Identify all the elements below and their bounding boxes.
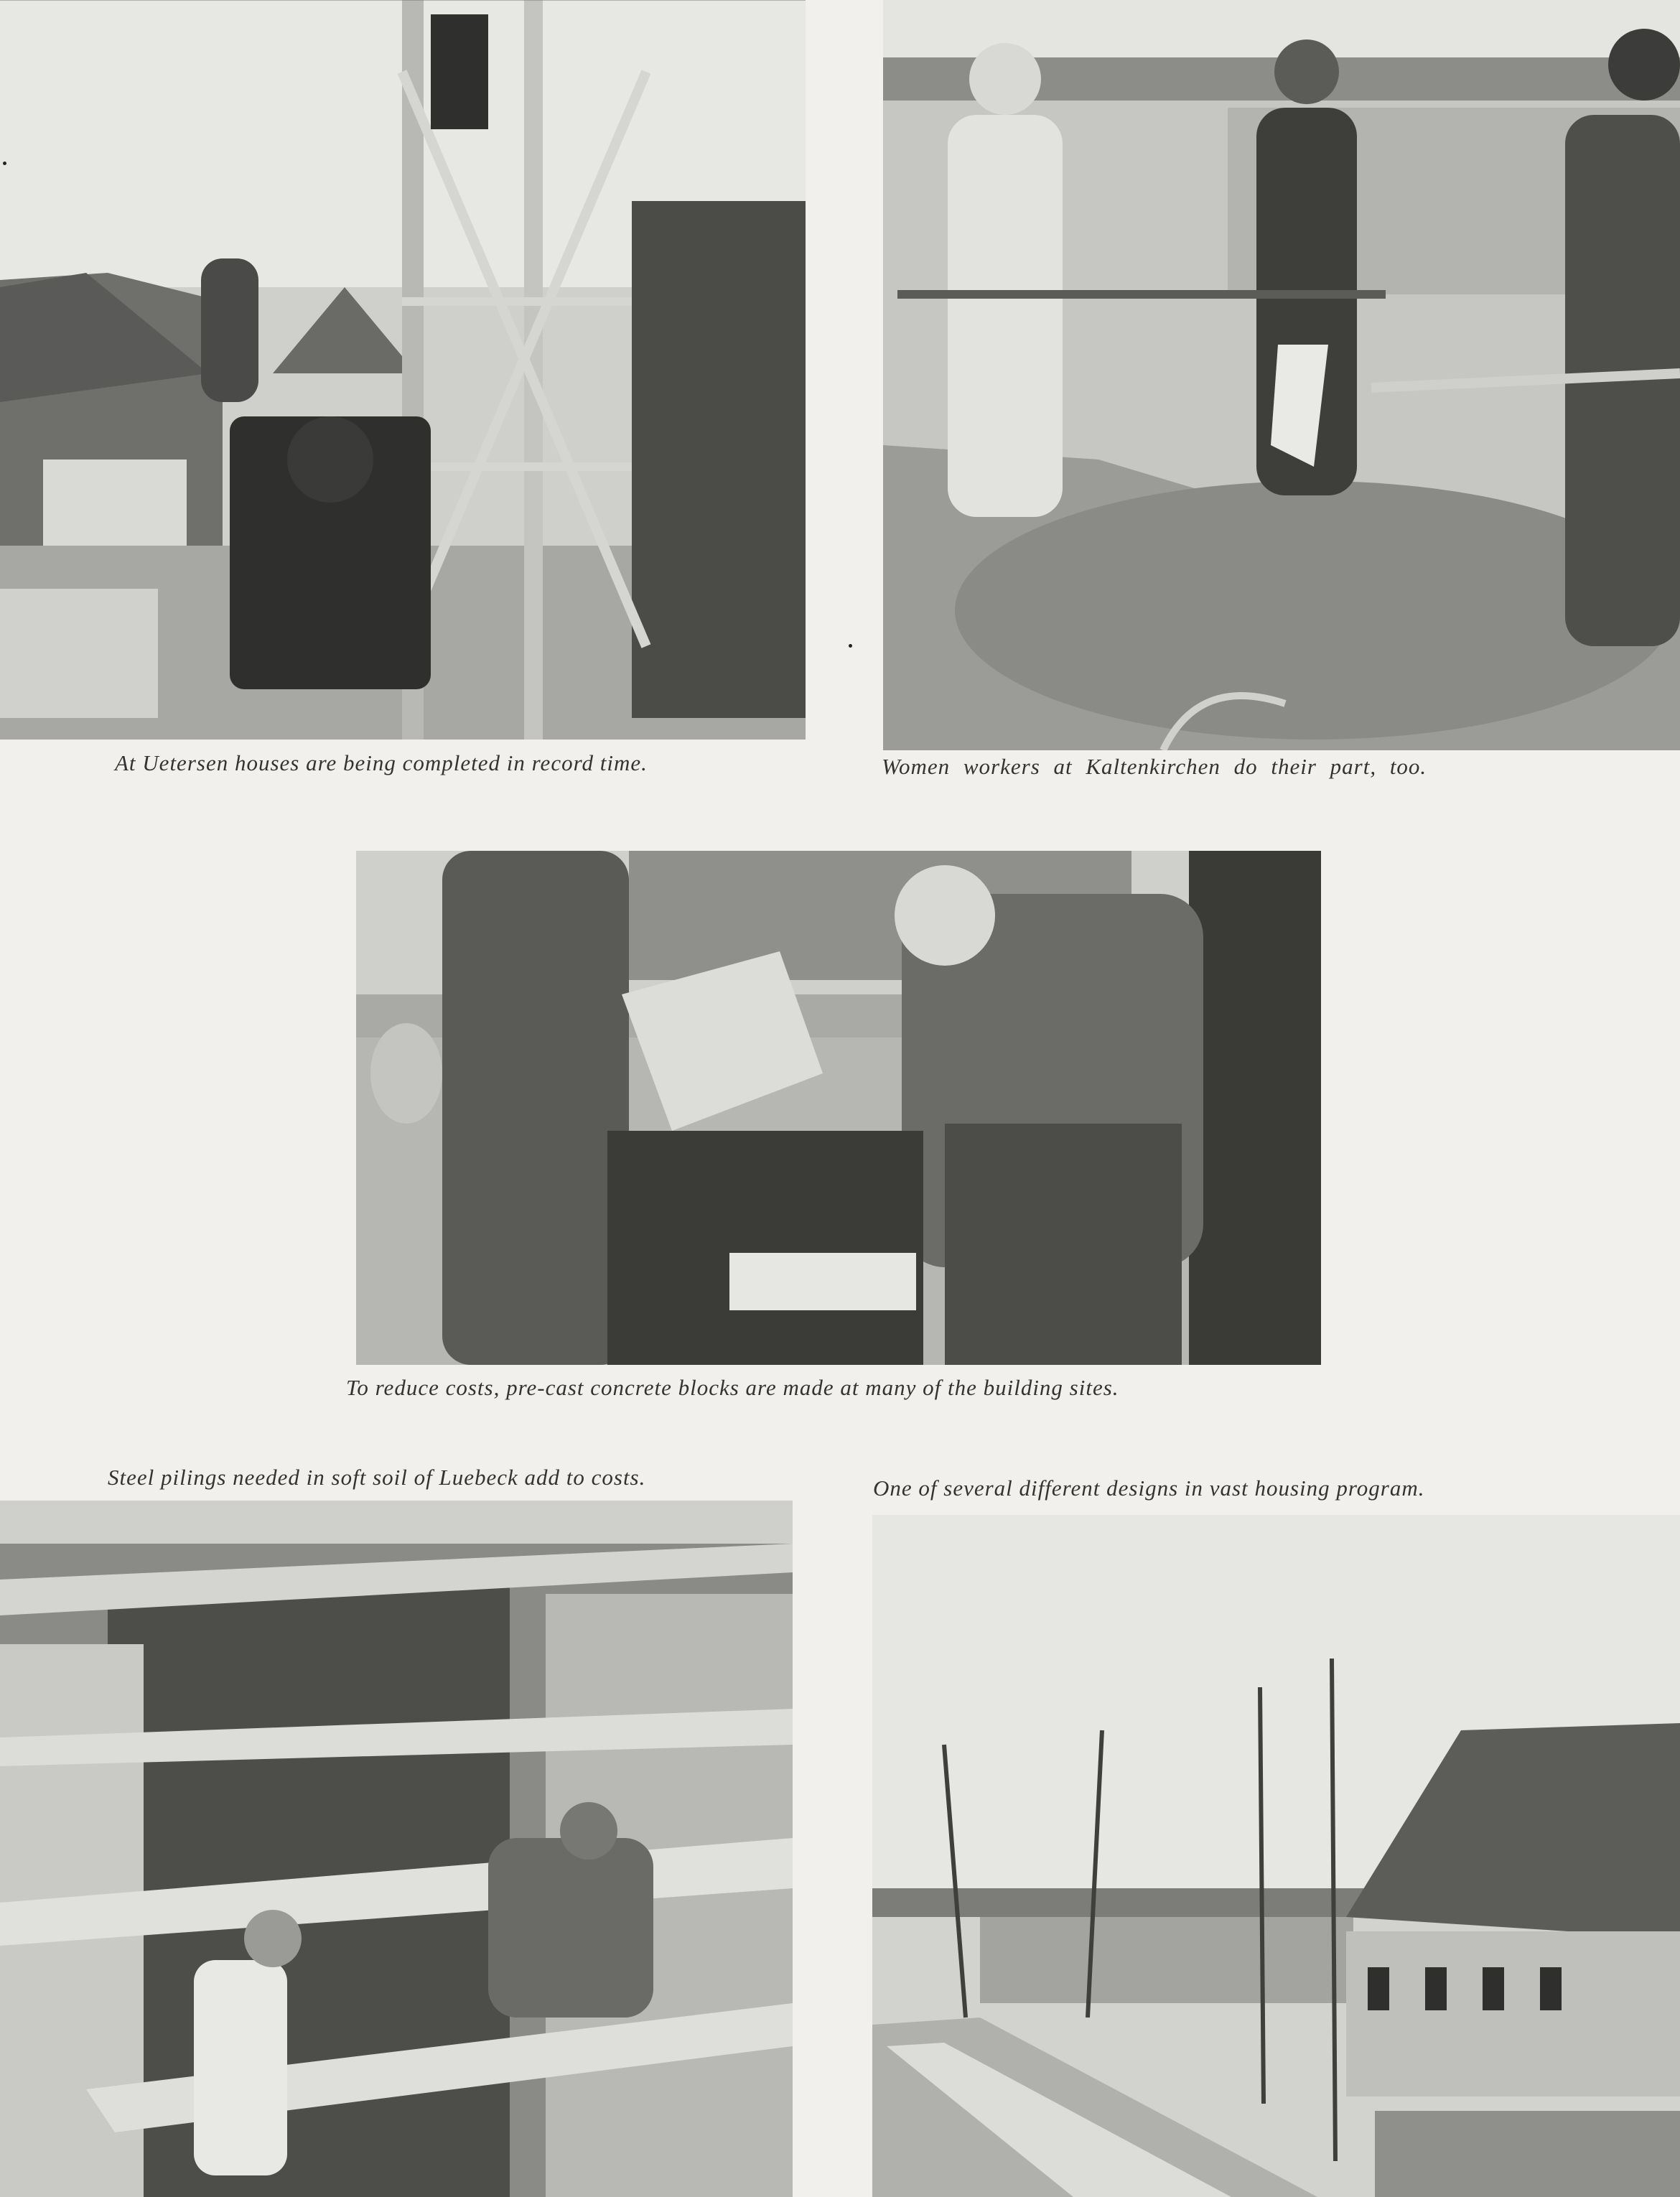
photo-kaltenkirchen-workers — [883, 0, 1680, 750]
photo-housing-designs — [872, 1515, 1680, 2197]
caption-luebeck: Steel pilings needed in soft soil of Luebeck add to costs. — [108, 1465, 646, 1490]
print-speck — [849, 644, 852, 648]
photo-concrete-block-press — [356, 851, 1321, 1365]
photo-luebeck-pilings — [0, 1501, 793, 2197]
caption-uetersen: At Uetersen houses are being completed in record time. — [115, 750, 648, 775]
print-speck — [3, 162, 6, 165]
caption-kaltenkirchen: Women workers at Kaltenkirchen do their part, too. — [882, 754, 1427, 779]
caption-housing-designs: One of several different designs in vast housing program. — [873, 1475, 1425, 1501]
photo-uetersen-construction — [0, 0, 806, 740]
caption-concrete-blocks: To reduce costs, pre-cast concrete blocks are made at many of the building sites. — [346, 1375, 1119, 1400]
